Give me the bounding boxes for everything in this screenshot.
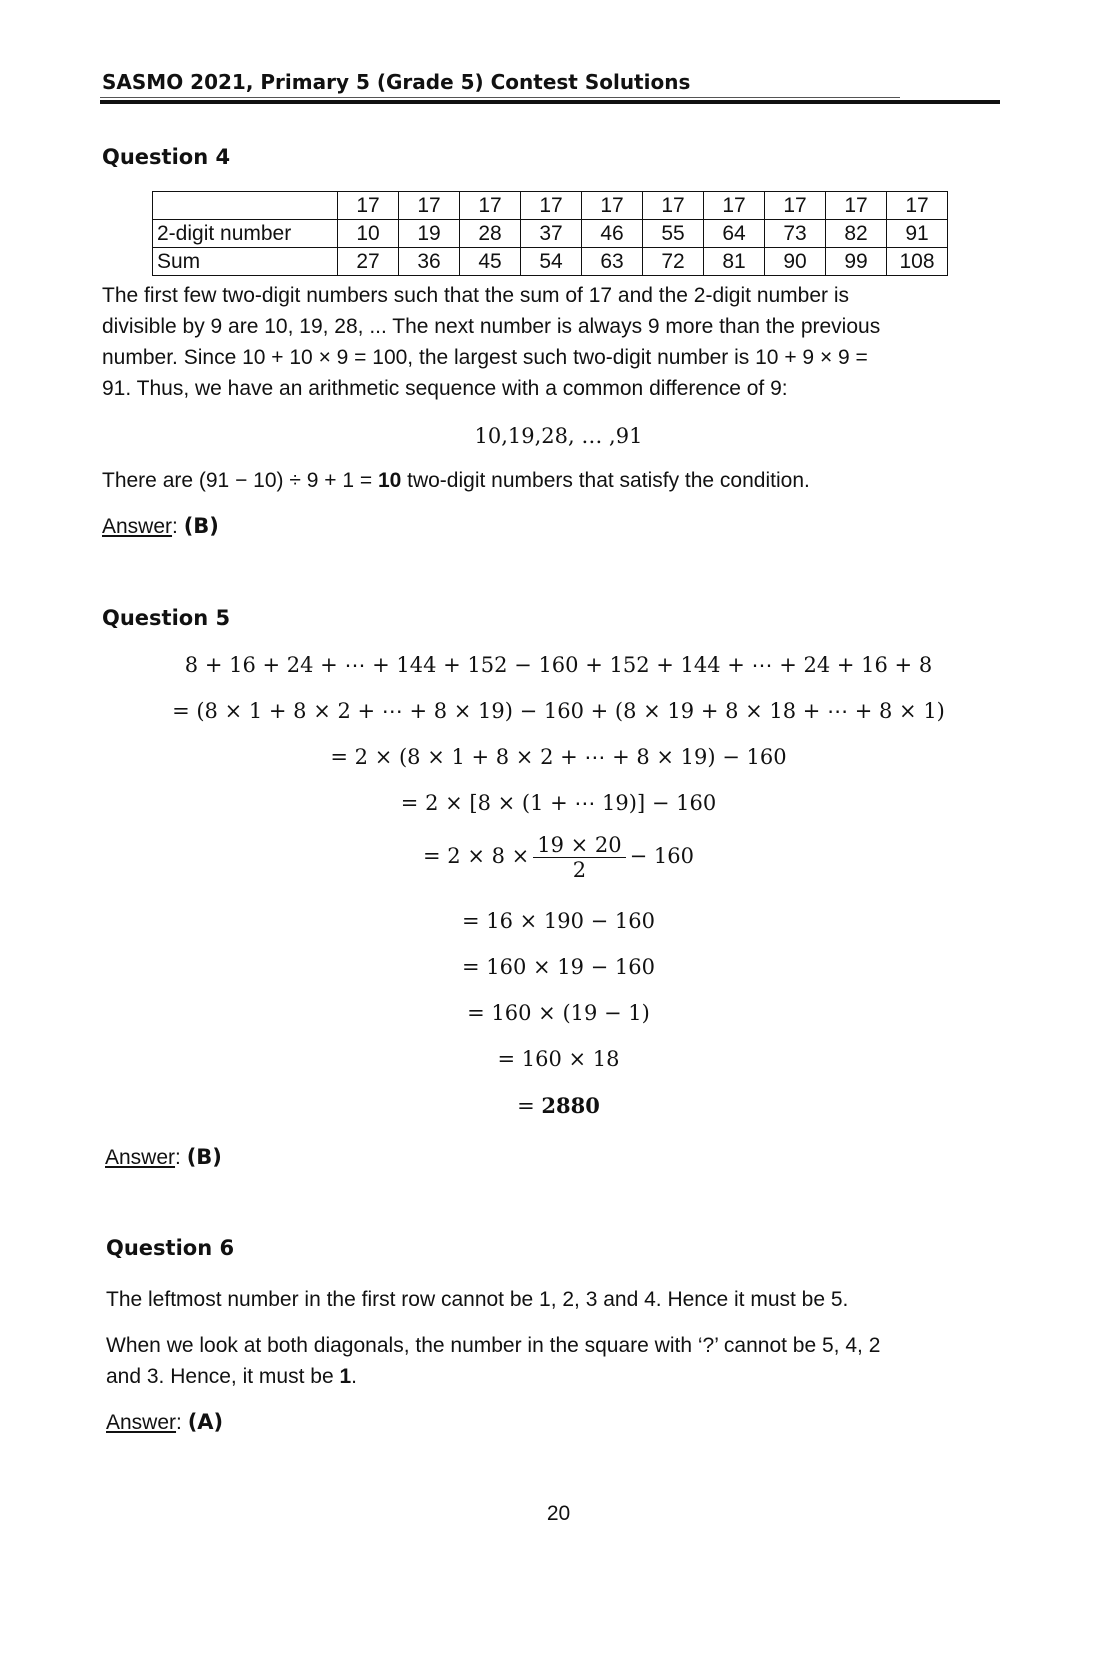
q4-conclusion-pre: There are (91 − 10) ÷ 9 + 1 = — [102, 469, 378, 492]
header-rule-thin — [100, 97, 900, 98]
q5-answer-value: (B) — [186, 1145, 222, 1169]
q5-answer-label: Answer — [105, 1146, 176, 1169]
table-cell: 64 — [704, 220, 765, 248]
table-cell: 108 — [887, 248, 948, 276]
table-cell: 90 — [765, 248, 826, 276]
q6-answer-value: (A) — [187, 1410, 224, 1434]
q5-fraction-numerator: 19 × 20 — [533, 833, 625, 858]
page-number: 20 — [546, 1502, 571, 1525]
table-row — [153, 220, 948, 248]
q4-conclusion-post: two-digit numbers that satisfy the condition. — [401, 469, 810, 492]
table-row-label: 2-digit number — [153, 220, 338, 248]
q4-para-line-4: 91. Thus, we have an arithmetic sequence with a common difference of 9: — [102, 377, 788, 400]
question-4-table — [152, 191, 948, 276]
table-cell: 36 — [399, 248, 460, 276]
q5-line-6: = 160 × 19 − 160 — [461, 955, 656, 979]
table-cell: 27 — [338, 248, 399, 276]
q4-conclusion-count: 10 — [377, 469, 402, 492]
table-row — [153, 248, 948, 276]
table-cell: 72 — [643, 248, 704, 276]
table-cell: 17 — [460, 192, 521, 220]
table-cell: 82 — [826, 220, 887, 248]
table-cell: 17 — [765, 192, 826, 220]
q5-fraction-line — [0, 833, 1117, 882]
q5-line-3: = 2 × (8 × 1 + 8 × 2 + ⋯ + 8 × 19) − 160 — [330, 745, 787, 769]
q6-para-1: The leftmost number in the first row cannot be 1, 2, 3 and 4. Hence it must be 5. — [106, 1288, 849, 1311]
q5-frac-post: − 160 — [629, 844, 694, 868]
q5-line-7: = 160 × (19 − 1) — [467, 1001, 650, 1025]
question-4-explanation — [102, 280, 1022, 404]
table-cell: 17 — [887, 192, 948, 220]
q6-para-2-line-2-post: . — [351, 1365, 357, 1388]
q5-answer: Answer: (B) — [105, 1145, 222, 1169]
table-cell: 99 — [826, 248, 887, 276]
table-cell: 17 — [643, 192, 704, 220]
q4-para-line-2: divisible by 9 are 10, 19, 28, ... The next number is always 9 more than the previous — [102, 315, 881, 338]
q5-fraction-denominator: 2 — [572, 858, 587, 882]
q6-para-2-line-1: When we look at both diagonals, the number in the square with ‘?’ cannot be 5, 4, 2 — [106, 1334, 881, 1357]
table-cell: 81 — [704, 248, 765, 276]
q4-sequence: 10,19,28, … ,91 — [474, 424, 643, 448]
q6-answer: Answer: (A) — [106, 1410, 224, 1434]
table-cell: 17 — [338, 192, 399, 220]
table-cell: 73 — [765, 220, 826, 248]
table-cell: 37 — [521, 220, 582, 248]
q5-final-result: 2880 — [541, 1093, 600, 1118]
q6-para-2-result: 1 — [339, 1365, 352, 1388]
table-row-label: Sum — [153, 248, 338, 276]
table-cell: 55 — [643, 220, 704, 248]
table-cell: 91 — [887, 220, 948, 248]
q6-answer-label: Answer — [106, 1411, 177, 1434]
q5-line-1: 8 + 16 + 24 + ⋯ + 144 + 152 − 160 + 152 + 144 + ⋯ + 24 + 16 + 8 — [184, 653, 933, 677]
table-cell: 17 — [826, 192, 887, 220]
table-cell: 10 — [338, 220, 399, 248]
question-6-title: Question 6 — [106, 1236, 235, 1260]
table-row — [153, 192, 948, 220]
q4-para-line-3: number. Since 10 + 10 × 9 = 100, the largest such two-digit number is 10 + 9 × 9 = — [102, 346, 868, 369]
table-cell: 17 — [521, 192, 582, 220]
q5-final-eq: = — [517, 1094, 542, 1118]
q4-para-line-1: The first few two-digit numbers such that the sum of 17 and the 2-digit number is — [102, 284, 850, 307]
q5-final-line — [0, 1093, 1117, 1118]
question-4-title: Question 4 — [102, 145, 231, 169]
q4-answer-value: (B) — [183, 514, 219, 538]
q5-line-5: = 16 × 190 − 160 — [461, 909, 656, 933]
q4-conclusion — [102, 465, 1042, 496]
table-cell: 17 — [704, 192, 765, 220]
q6-para-2-line-2-pre: and 3. Hence, it must be — [106, 1365, 340, 1388]
table-cell: 17 — [582, 192, 643, 220]
q5-fraction — [533, 833, 625, 882]
q6-para-2 — [106, 1330, 1046, 1392]
q5-line-2: = (8 × 1 + 8 × 2 + ⋯ + 8 × 19) − 160 + (8 × 19 + 8 × 18 + ⋯ + 8 × 1) — [172, 699, 945, 723]
table-cell: 17 — [399, 192, 460, 220]
q4-answer: Answer: (B) — [102, 514, 219, 538]
header-title: SASMO 2021, Primary 5 (Grade 5) Contest Solutions — [102, 70, 691, 94]
q5-line-4: = 2 × [8 × (1 + ⋯ 19)] − 160 — [400, 791, 717, 815]
q5-line-8: = 160 × 18 — [497, 1047, 620, 1071]
table-cell: 46 — [582, 220, 643, 248]
table-cell: 54 — [521, 248, 582, 276]
table-cell: 28 — [460, 220, 521, 248]
q6-para-2-line-2 — [106, 1361, 1046, 1392]
table-cell: 45 — [460, 248, 521, 276]
q4-answer-label: Answer — [102, 515, 173, 538]
question-5-title: Question 5 — [102, 606, 231, 630]
header-rule — [100, 100, 1000, 104]
table-cell: 19 — [399, 220, 460, 248]
table-cell: 63 — [582, 248, 643, 276]
table-row-label — [153, 192, 338, 220]
q5-frac-pre: = 2 × 8 × — [423, 844, 530, 868]
